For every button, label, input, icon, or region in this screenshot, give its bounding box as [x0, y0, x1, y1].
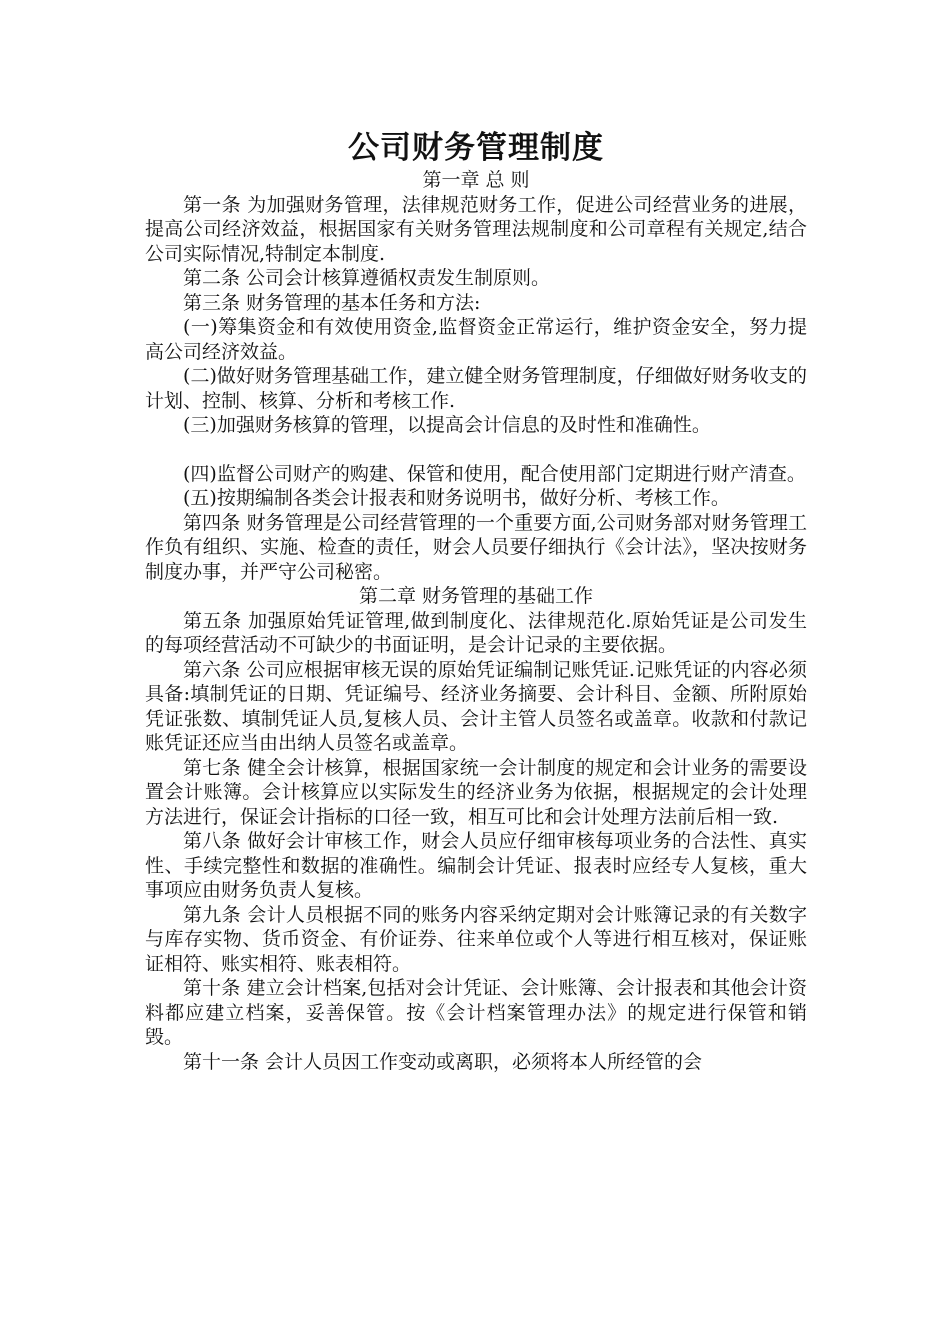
paragraph-item-3: (三)加强财务核算的管理，以提高会计信息的及时性和准确性。 [183, 414, 711, 436]
blank-line [145, 438, 807, 462]
paragraph-article-5: 第五条 加强原始凭证管理,做到制度化、法律规范化.原始凭证是公司发生的每项经营活动不可缺少的书面证明，是会计记录的主要依据。 [145, 609, 807, 656]
paragraph-item-1: (一)筹集资金和有效使用资金,监督资金正常运行，维护资金安全，努力提高公司经济效益。 [145, 316, 807, 363]
document-title: 公司财务管理制度 [348, 130, 604, 166]
paragraph-article-9: 第九条 会计人员根据不同的账务内容采纳定期对会计账簿记录的有关数字与库存实物、货币资金、有价证券、往来单位或个人等进行相互核对，保证账证相符、账实相符、账表相符。 [145, 903, 807, 975]
paragraph-article-1: 第一条 为加强财务管理，法律规范财务工作，促进公司经营业务的进展，提高公司经济效益，根据国家有关财务管理法规制度和公司章程有关规定,结合公司实际情况,特制定本制度. [145, 193, 807, 265]
paragraph-article-2: 第二条 公司会计核算遵循权责发生制原则。 [183, 267, 551, 289]
chapter-heading-1: 第一章 总 则 [422, 169, 530, 191]
paragraph-article-10: 第十条 建立会计档案,包括对会计凭证、会计账簿、会计报表和其他会计资料都应建立档案，妥善保管。按《会计档案管理办法》的规定进行保管和销毁。 [145, 977, 807, 1048]
paragraph-article-3: 第三条 财务管理的基本任务和方法: [183, 291, 481, 314]
document-page [145, 128, 807, 1074]
chapter-heading-2: 第二章 财务管理的基础工作 [358, 585, 594, 607]
paragraph-article-8: 第八条 做好会计审核工作，财会人员应仔细审核每项业务的合法性、真实性、手续完整性和数据的准确性。编制会计凭证、报表时应经专人复核，重大事项应由财务负责人复核。 [145, 830, 807, 901]
paragraph-article-4: 第四条 财务管理是公司经营管理的一个重要方面,公司财务部对财务管理工作负有组织、实施、检查的责任，财会人员要仔细执行《会计法》，坚决按财务制度办事，并严守公司秘密。 [145, 511, 807, 583]
paragraph-article-6: 第六条 公司应根据审核无误的原始凭证编制记账凭证.记账凭证的内容必须具备:填制凭证的日期、凭证编号、经济业务摘要、会计科目、金额、所附原始凭证张数、填制凭证人员,复核人员、会计主管人员签名或盖章。收款和付款记账凭证还应当由出纳人员签名或盖章。 [145, 658, 807, 754]
paragraph-item-5: (五)按期编制各类会计报表和财务说明书，做好分析、考核工作。 [183, 487, 730, 509]
paragraph-item-2: (二)做好财务管理基础工作，建立健全财务管理制度，仔细做好财务收支的计划、控制、核算、分析和考核工作. [145, 365, 807, 412]
paragraph-article-7: 第七条 健全会计核算，根据国家统一会计制度的规定和会计业务的需要设置会计账簿。会计核算应以实际发生的经济业务为依据，根据规定的会计处理方法进行，保证会计指标的口径一致，相互可比和会计处理方法前后相一致. [145, 756, 807, 828]
paragraph-article-11: 第十一条 会计人员因工作变动或离职，必须将本人所经管的会 [183, 1050, 703, 1073]
paragraph-item-4: (四)监督公司财产的购建、保管和使用，配合使用部门定期进行财产清查。 [183, 462, 806, 485]
